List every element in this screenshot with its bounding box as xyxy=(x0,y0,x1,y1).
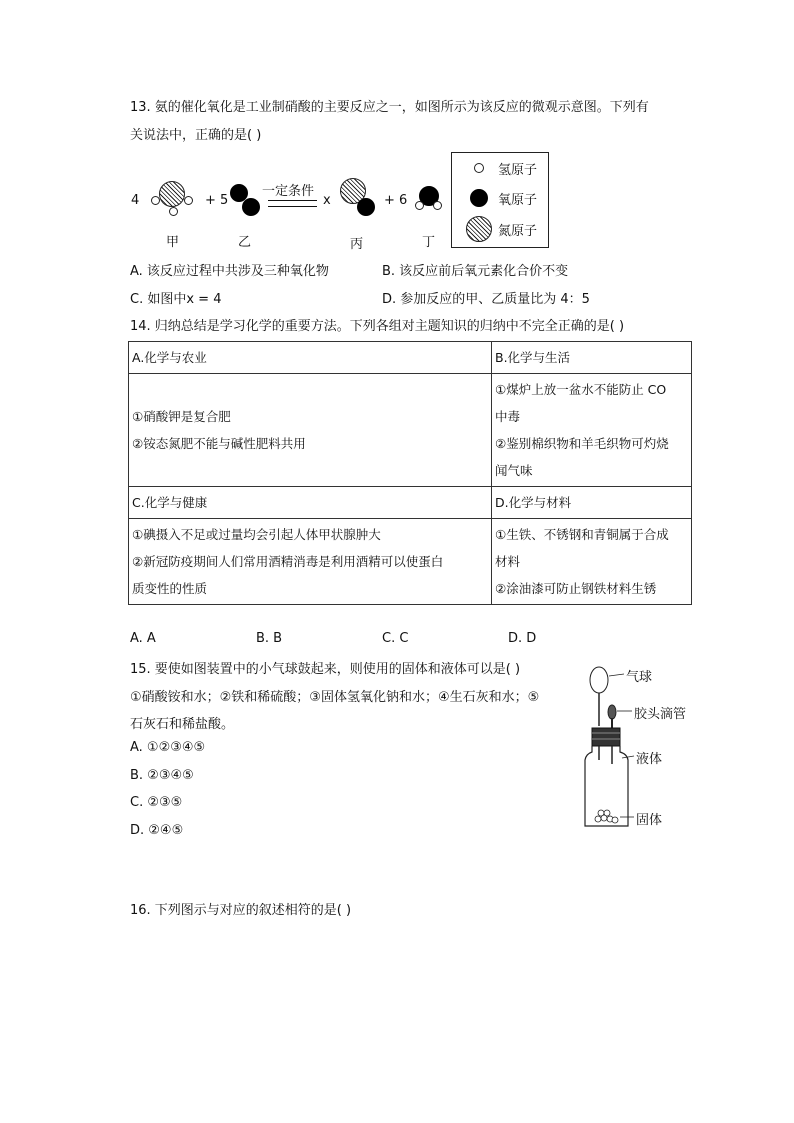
q15-option-a: A. ①②③④⑤ xyxy=(130,740,206,755)
cell-a-line: ②铵态氮肥不能与碱性肥料共用 xyxy=(132,436,306,451)
apparatus-label-dropper: 胶头滴管 xyxy=(634,707,687,722)
cell-d-line: ①生铁、不锈钢和青铜属于合成 xyxy=(495,527,669,542)
q13-option-c: C. 如图中x = 4 xyxy=(130,292,222,307)
q13-label-jia: 甲 xyxy=(166,235,180,250)
q13-option-a: A. 该反应过程中共涉及三种氧化物 xyxy=(130,264,329,279)
cell-c-head: C.化学与健康 xyxy=(129,487,492,519)
q14-stem: 14. 归纳总结是学习化学的重要方法。下列各组对主题知识的归纳中不完全正确的是( ) xyxy=(130,319,625,334)
oxygen-atom-icon xyxy=(470,189,488,207)
q13-option-b: B. 该反应前后氧元素化合价不变 xyxy=(382,264,569,279)
cell-c-line: ②新冠防疫期间人们常用酒精消毒是利用酒精可以使蛋白 xyxy=(132,554,444,569)
cell-a-line: ①硝酸钾是复合肥 xyxy=(132,409,231,424)
q13-option-d: D. 参加反应的甲、乙质量比为 4：5 xyxy=(382,292,590,307)
q13-coef-c: x xyxy=(323,193,331,208)
cell-d-line: ②涂油漆可防止钢铁材料生锈 xyxy=(495,581,657,596)
cell-c-line: 质变性的性质 xyxy=(132,581,208,596)
cell-b-body xyxy=(492,374,692,487)
cell-a-body xyxy=(129,374,492,487)
q13-legend xyxy=(451,152,549,248)
q13-stem-line2: 关说法中，正确的是( ) xyxy=(130,128,262,143)
q13-coef-a: 4 xyxy=(131,193,140,208)
q15-option-c: C. ②③⑤ xyxy=(130,795,183,810)
balloon-apparatus xyxy=(578,660,638,835)
legend-oxygen: 氧原子 xyxy=(498,193,538,208)
cell-b-head: B.化学与生活 xyxy=(492,342,692,374)
cell-d-line: 材料 xyxy=(495,554,521,569)
q14-option-a: A. A xyxy=(130,631,156,646)
q15-stem-line3: 石灰石和稀盐酸。 xyxy=(130,717,235,732)
q13-condition: 一定条件 xyxy=(262,184,315,199)
q15-stem-line1: 15. 要使如图装置中的小气球鼓起来，则使用的固体和液体可以是( ) xyxy=(130,662,521,677)
reaction-equal-sign xyxy=(268,200,317,207)
q15-stem-line2: ①硝酸铵和水；②铁和稀硫酸；③固体氢氧化钠和水；④生石灰和水；⑤ xyxy=(130,690,540,705)
apparatus-label-liquid: 液体 xyxy=(636,752,663,767)
q13-stem-line1: 13. 氨的催化氧化是工业制硝酸的主要反应之一，如图所示为该反应的微观示意图。下列有 xyxy=(130,100,649,115)
q16-stem: 16. 下列图示与对应的叙述相符的是( ) xyxy=(130,903,352,918)
cell-d-body xyxy=(492,519,692,605)
apparatus-label-solid: 固体 xyxy=(636,813,663,828)
q14-option-b: B. B xyxy=(256,631,283,646)
apparatus-label-balloon: 气球 xyxy=(626,670,653,685)
hydrogen-atom-icon xyxy=(474,163,484,173)
q14-table xyxy=(128,341,692,605)
q14-option-d: D. D xyxy=(508,631,537,646)
cell-c-body xyxy=(129,519,492,605)
q15-option-d: D. ②④⑤ xyxy=(130,823,184,838)
cell-a-head: A.化学与农业 xyxy=(129,342,492,374)
cell-b-line: ②鉴别棉织物和羊毛织物可灼烧 xyxy=(495,436,669,451)
cell-c-line: ①碘摄入不足或过量均会引起人体甲状腺肿大 xyxy=(132,527,381,542)
q14-option-c: C. C xyxy=(382,631,409,646)
cell-b-line: 中毒 xyxy=(495,409,521,424)
cell-b-line: 闻气味 xyxy=(495,463,533,478)
q13-plus-b: + 5 xyxy=(205,193,229,208)
cell-d-head: D.化学与材料 xyxy=(492,487,692,519)
q13-label-yi: 乙 xyxy=(238,235,252,250)
q13-plus-d: + 6 xyxy=(384,193,408,208)
nitrogen-atom-icon xyxy=(466,216,492,242)
cell-b-line: ①煤炉上放一盆水不能防止 CO xyxy=(495,382,667,397)
legend-nitrogen: 氮原子 xyxy=(498,224,538,239)
q13-label-bing: 丙 xyxy=(350,237,364,252)
q13-label-ding: 丁 xyxy=(422,235,436,250)
q15-option-b: B. ②③④⑤ xyxy=(130,768,194,783)
legend-hydrogen: 氢原子 xyxy=(498,163,538,178)
